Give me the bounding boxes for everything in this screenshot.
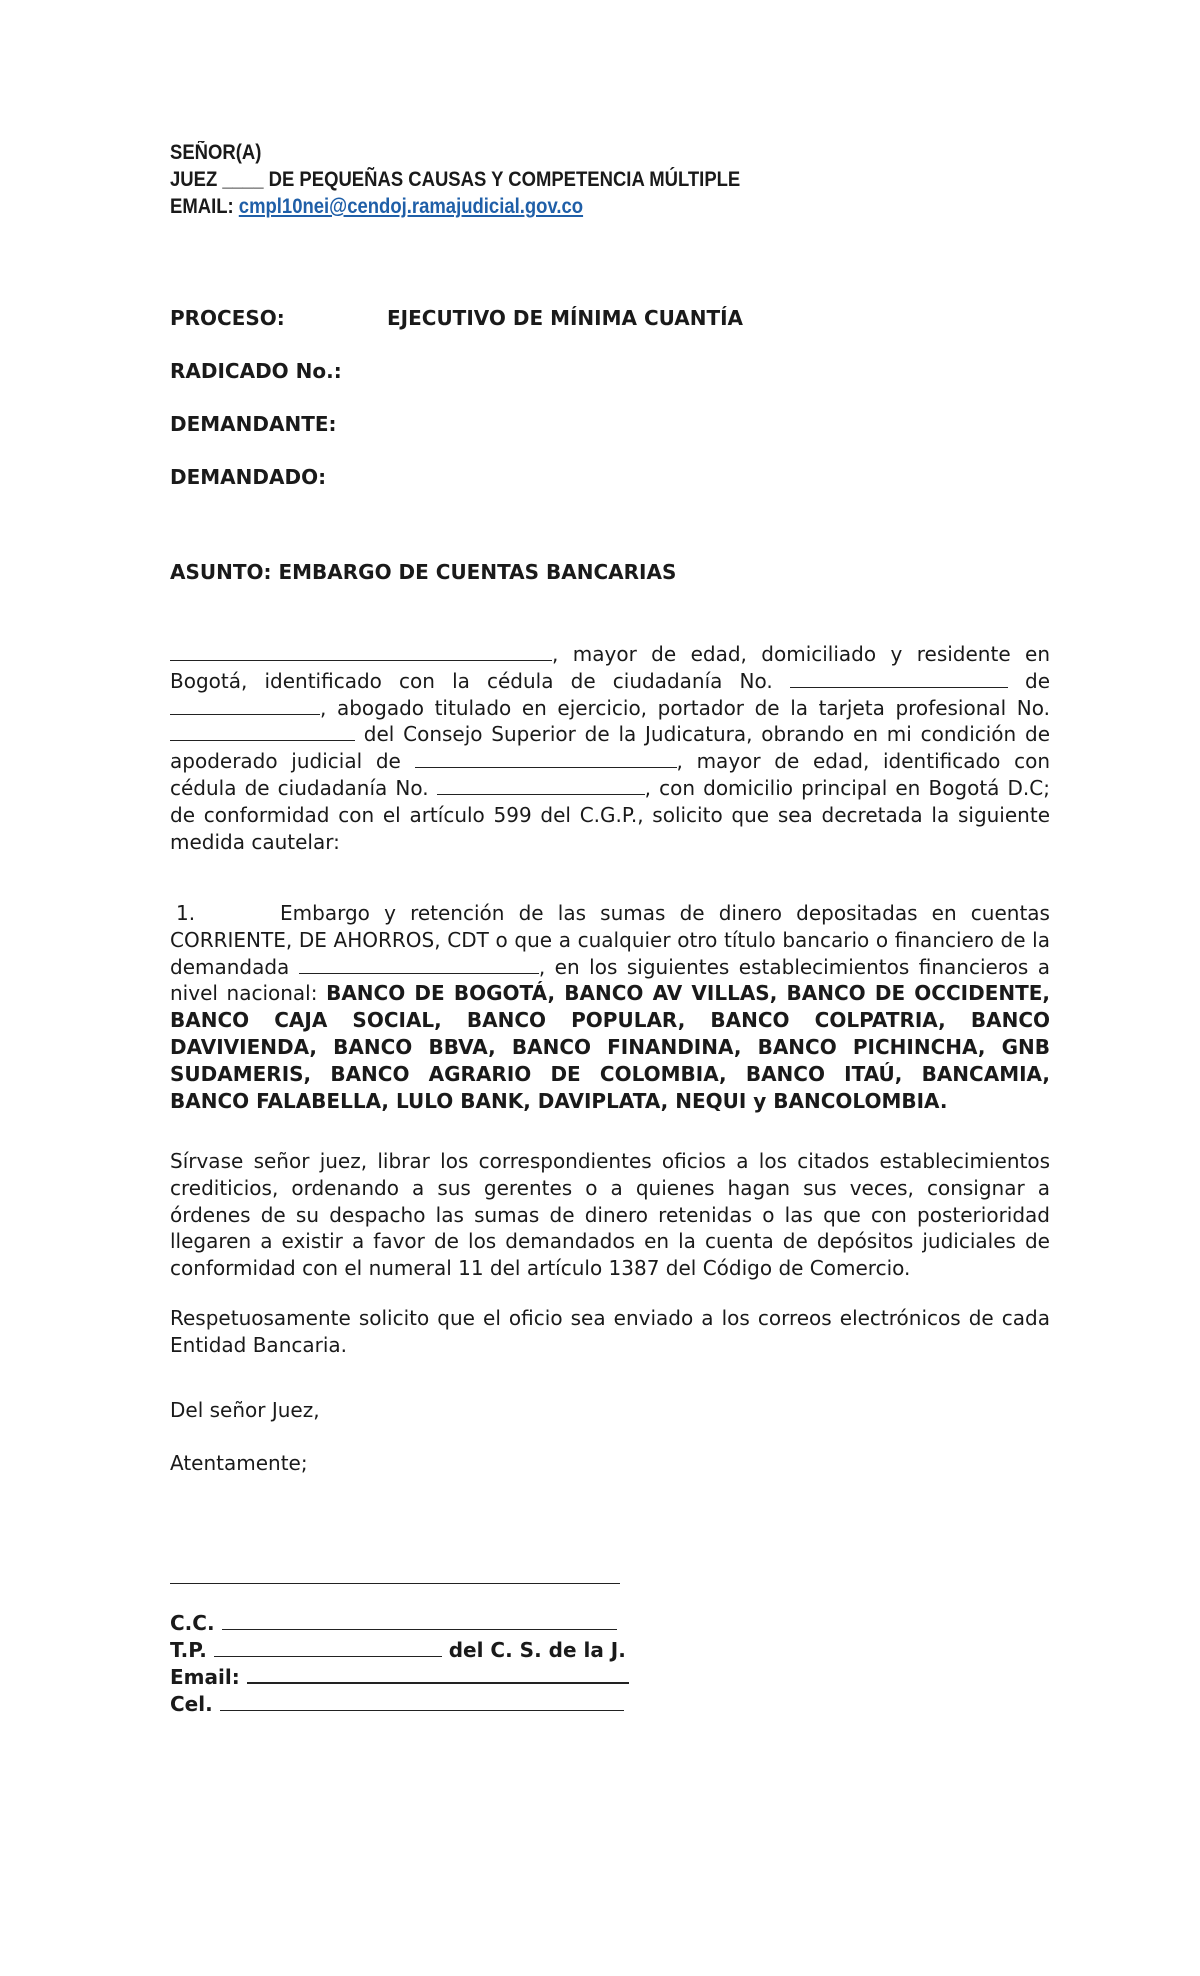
judge-line: JUEZ ____ DE PEQUEÑAS CAUSAS Y COMPETENCIA MÚLTIPLE [170,168,741,191]
respetuosamente-paragraph: Respetuosamente solicito que el oficio sea enviado a los correos electrónicos de cada Entidad Bancaria. [170,1306,1050,1357]
signature-line [170,1583,620,1584]
email-label: EMAIL: [170,195,234,218]
professional-card-blank [170,739,355,741]
intro-text-6: , con domicilio principal en Bogotá D.C; de conformidad con el artículo 599 del C.G.P., solicito que sea decretada la siguiente medida cautelar: [170,775,1050,854]
tp-blank [214,1655,442,1657]
defendant-name-blank [299,972,539,974]
intro-text-5: , mayor de edad, identificado con cédula de ciudadanía No. [170,749,1050,800]
attorney-id-blank [790,686,1008,688]
intro-text-1: , mayor de edad, domiciliado y residente en Bogotá, identificado con la cédula de ciudadanía No. [170,642,1050,693]
attorney-name-blank [170,659,552,661]
cc-blank [222,1628,617,1630]
item-number: 1. [176,901,196,925]
email-blank [247,1681,629,1684]
asunto-heading: ASUNTO: EMBARGO DE CUENTAS BANCARIAS [170,560,677,584]
court-email-link[interactable]: cmpl10nei@cendoj.ramajudicial.gov.co [238,195,584,218]
item-text-1: Embargo y retención de las sumas de dinero depositadas en cuentas CORRIENTE, DE AHORROS, CDT o que a cualquier otro título bancario o financiero de la demandada [170,901,1050,979]
closing-regards: Atentamente; [170,1451,308,1475]
sirvase-paragraph: Sírvase señor juez, librar los correspondientes oficios a los citados establecimientos crediticios, ordenando a sus gerentes o a quienes hagan sus veces, consignar a órdenes de su despacho las sumas de dinero retenidas o las que con posterioridad llegaren a existir a favor de los demandados en la cuenta de depósitos judiciales de conformidad con el numeral 11 del artículo 1387 del Código de Comercio. [170,1149,1050,1281]
radicado-label: RADICADO No.: [170,359,342,383]
cel-label: Cel. [170,1692,213,1716]
measure-item-1 [170,900,1050,1114]
intro-paragraph [170,641,1050,855]
proceso-value: EJECUTIVO DE MÍNIMA CUANTÍA [387,306,744,330]
cc-label: C.C. [170,1611,215,1635]
court-email-line [170,193,583,221]
demandante-label: DEMANDANTE: [170,412,337,436]
intro-text-4: del Consejo Superior de la Judicatura, obrando en mi condición de apoderado judicial de [170,722,1050,774]
signature-email-row [170,1665,629,1689]
intro-text-2: de [1025,668,1050,693]
signature-cel-row [170,1692,624,1716]
addressee-title: SEÑOR(A) [170,141,262,164]
signature-cc-row [170,1611,617,1635]
tp-label: T.P. [170,1638,207,1662]
client-id-blank [437,793,645,795]
cel-blank [220,1709,624,1711]
demandado-label: DEMANDADO: [170,465,327,489]
proceso-label: PROCESO: [170,306,285,330]
email-label-sig: Email: [170,1665,240,1689]
client-name-blank [415,766,677,768]
closing-salutation: Del señor Juez, [170,1398,320,1422]
tp-suffix: del C. S. de la J. [448,1638,626,1662]
id-city-blank [170,713,320,715]
signature-tp-row [170,1638,626,1662]
item-text-2: , en los siguientes establecimientos financieros a nivel nacional: [170,954,1050,1006]
intro-text-3: , abogado titulado en ejercicio, portador de la tarjeta profesional No. [320,695,1050,720]
bank-list: BANCO DE BOGOTÁ, BANCO AV VILLAS, BANCO DE OCCIDENTE, BANCO CAJA SOCIAL, BANCO POPULAR, BANCO COLPATRIA, BANCO DAVIVIENDA, BANCO BBVA, BANCO FINANDINA, BANCO PICHINCHA, GNB SUDAMERIS, BANCO AGRARIO DE COLOMBIA, BANCO ITAÚ, BANCAMIA, BANCO FALABELLA, LULO BANK, DAVIPLATA, NEQUI y BANCOLOMBIA. [170,981,1051,1113]
